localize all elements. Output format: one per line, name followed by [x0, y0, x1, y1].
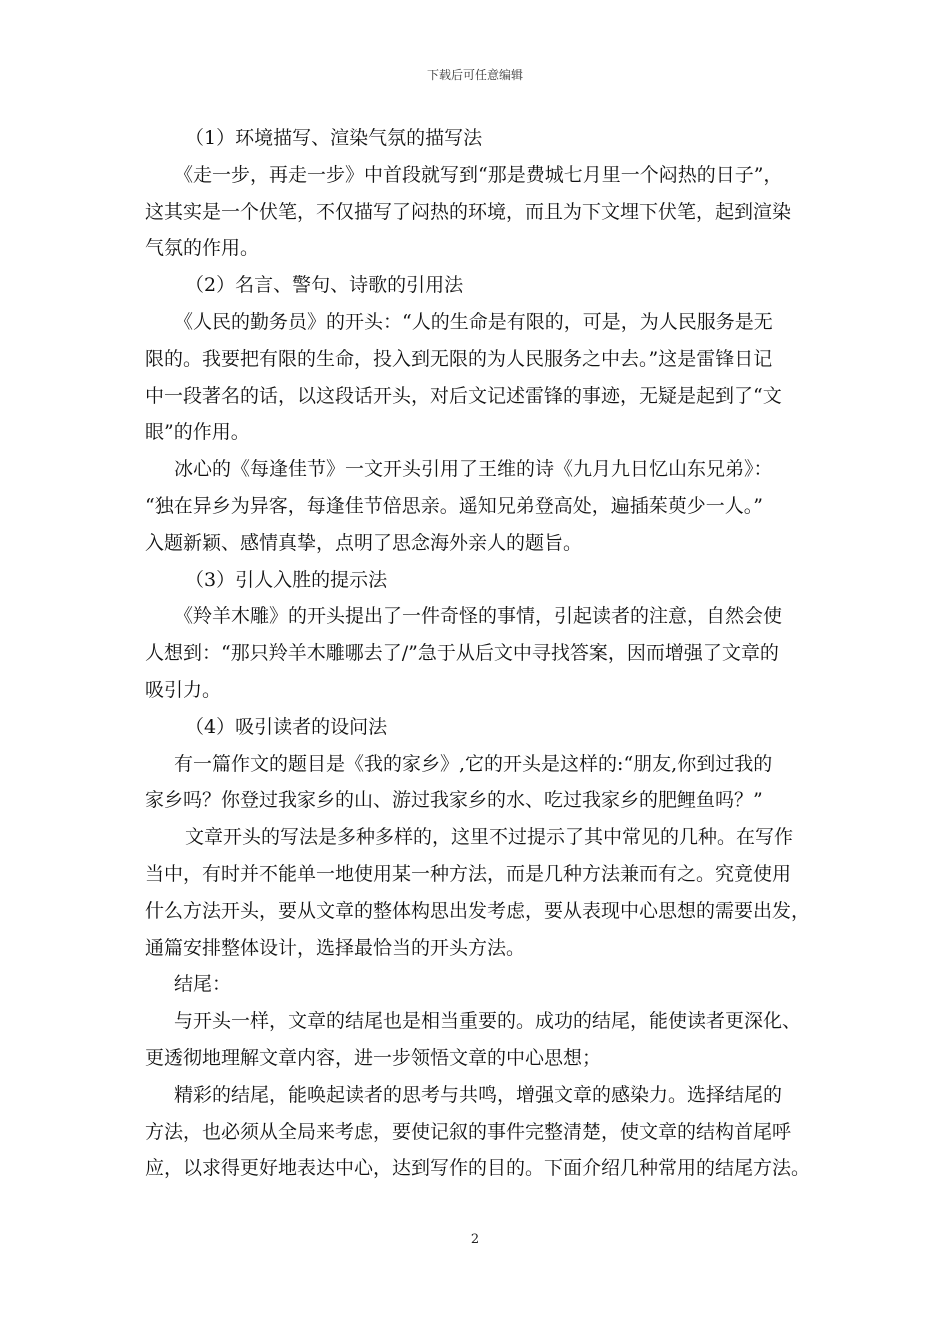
text-line: 《走一步，再走一步》中首段就写到“那是费城七月里一个闷热的日子”， [174, 163, 783, 186]
text-line: 眼”的作用。 [145, 421, 250, 444]
text-line: 《人民的勤务员》的开头：“人的生命是有限的，可是，为人民服务是无 [174, 310, 773, 333]
text-line: 这其实是一个伏笔，不仅描写了闷热的环境，而且为下文埋下伏笔，起到渲染 [145, 200, 792, 223]
text-line: 冰心的《每逢佳节》一文开头引用了王维的诗《九月九日忆山东兄弟》： [174, 458, 773, 481]
text-line: 有一篇作文的题目是《我的家乡》,它的开头是这样的:“朋友,你到过我的 [174, 752, 773, 775]
text-line: 中一段著名的话，以这段话开头，对后文记述雷锋的事迹，无疑是起到了“文 [145, 384, 782, 407]
text-line: 方法，也必须从全局来考虑，要使记叙的事件完整清楚，使文章的结构首尾呼 [145, 1120, 792, 1143]
text-line: 入题新颖、感情真挚，点明了思念海外亲人的题旨。 [145, 531, 583, 554]
text-line: 结尾： [174, 973, 232, 996]
text-line: （1）环境描写、渲染气氛的描写法 [185, 127, 483, 149]
text-line: 应，以求得更好地表达中心，达到写作的目的。下面介绍几种常用的结尾方法。 [145, 1157, 811, 1180]
page-number: 2 [470, 1232, 480, 1247]
document-body [145, 120, 820, 1187]
text-line: 与开头一样，文章的结尾也是相当重要的。成功的结尾，能使读者更深化、 [174, 1010, 802, 1033]
text-line: （2）名言、警句、诗歌的引用法 [185, 274, 464, 297]
text-line: （3）引人入胜的提示法 [185, 568, 388, 591]
text-line: 《羚羊木雕》的开头提出了一件奇怪的事情，引起读者的注意，自然会使 [174, 605, 783, 628]
text-line: 通篇安排整体设计，选择最恰当的开头方法。 [145, 936, 526, 959]
text-line: 吸引力。 [145, 678, 222, 701]
text-line: “独在异乡为异客，每逢佳节倍思亲。遥知兄弟登高处，遍插茱萸少一人。” [145, 494, 763, 517]
text-line: （4）吸引读者的设问法 [185, 715, 388, 738]
text-line: 人想到：“那只羚羊木雕哪去了/”急于从后文中寻找答案，因而增强了文章的 [145, 642, 779, 665]
text-line: 更透彻地理解文章内容，进一步领悟文章的中心思想； [145, 1046, 602, 1069]
text-line: 精彩的结尾，能唤起读者的思考与共鸣，增强文章的感染力。选择结尾的 [174, 1083, 783, 1106]
text-line: 什么方法开头，要从文章的整体构思出发考虑，要从表现中心思想的需要出发， [145, 899, 811, 922]
text-line: 气氛的作用。 [145, 237, 260, 260]
text-line: 当中，有时并不能单一地使用某一种方法，而是几种方法兼而有之。究竟使用 [145, 862, 792, 885]
text-line: 限的。我要把有限的生命，投入到无限的为人民服务之中去。”这是雷锋日记 [145, 347, 773, 370]
text-line: 文章开头的写法是多种多样的，这里不过提示了其中常见的几种。在写作 [185, 826, 794, 849]
text-line: 家乡吗？你登过我家乡的山、游过我家乡的水、吃过我家乡的肥鲤鱼吗？” [145, 789, 763, 812]
page-header: 下载后可任意编辑 [426, 68, 523, 82]
